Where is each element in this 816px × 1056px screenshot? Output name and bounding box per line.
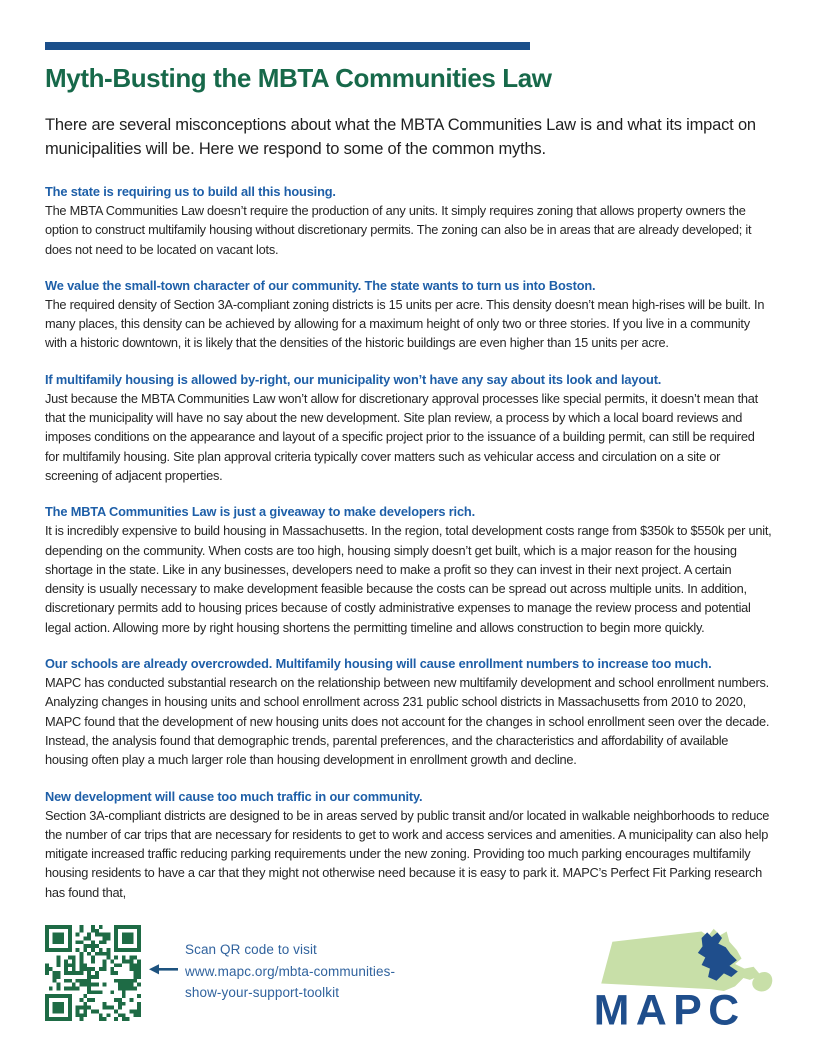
myth-heading: If multifamily housing is allowed by-right, our municipality won’t have any say about its look and layout. bbox=[45, 371, 662, 387]
myth-section bbox=[45, 370, 772, 485]
massachusetts-shape bbox=[601, 929, 772, 992]
myth-heading: Our schools are already overcrowded. Multifamily housing will cause enrollment numbers to increase too much. bbox=[45, 656, 712, 672]
myth-response: It is incredibly expensive to build housing in Massachusetts. In the region, total development costs range from $350k to $550k per unit, depending on the community. When costs are too high, housing simply doesn’t get built, which is a major reason for the housing shortage in the state. Like in any businesses, developers need to make a profit so they can invest in their next project. A certain density is usually necessary to make development feasible because the costs can be spread out across multiple units. In addition, discretionary permits add to housing prices because of costly administrative expenses to manage the review process and potential legal action. Allowing more by right housing shortens the permitting timeline and allows construction to begin more quickly. bbox=[45, 523, 772, 635]
myth-response: The required density of Section 3A-compliant zoning districts is 15 units per acre. This density doesn’t mean high-rises will be built. In many places, this density can be achieved by allowing for a maximum height of only two or three stories. If you live in a community with a historic downtown, it is likely that the densities of the historic buildings are even higher than 15 units per acre. bbox=[45, 296, 765, 351]
accent-bar bbox=[45, 42, 530, 50]
myth-response: Just because the MBTA Communities Law won’t allow for discretionary approval processes like special permits, it doesn’t mean that that the municipality will have no say about the new development. Site plan review, a process by which a local board reviews and imposes conditions on the appearance and layout of a specific project prior to the issuance of a building permit, can still be required for multifamily housing. Site plan approval criteria typically cover matters such as vehicular access and circulation on a site or screening of adjacent properties. bbox=[45, 390, 758, 483]
myth-section bbox=[45, 276, 772, 353]
page-footer bbox=[45, 925, 776, 1043]
qr-caption-line: show-your-support-toolkit bbox=[185, 985, 340, 1000]
myth-response: MAPC has conducted substantial research on the relationship between new multifamily development and school enrollment numbers. Analyzing changes in housing units and school enrollment across 231 public school districts in Massachusetts from 2010 to 2020, MAPC found that the development of new housing units does not account for the changes in school enrollment seen over the decade. Instead, the analysis found that demographic trends, parental preferences, and the characteristics and affordability of available housing often play a much larger role than housing development in enrollment growth and decline. bbox=[45, 675, 770, 768]
intro-paragraph: There are several misconceptions about what the MBTA Communities Law is and what its impact on municipalities will be. Here we respond to some of the common myths. bbox=[45, 116, 756, 158]
left-arrow-icon bbox=[149, 963, 179, 975]
myth-section bbox=[45, 502, 772, 637]
myth-heading: We value the small-town character of our community. The state wants to turn us into Boston. bbox=[45, 277, 596, 293]
mapc-logo bbox=[590, 925, 776, 1043]
myth-section bbox=[45, 787, 772, 902]
qr-caption-line: Scan QR code to visit bbox=[185, 942, 317, 957]
page-title: Myth-Busting the MBTA Communities Law bbox=[45, 63, 552, 93]
myth-response: Section 3A-compliant districts are designed to be in areas served by public transit and/or located in walkable neighborhoods to reduce the number of car trips that are necessary for residents to get to work and access services and amenities. A municipality can also help mitigate increased traffic reducing parking requirements under the new zoning. Providing too much parking encourages multifamily housing residents to have a car that they might not otherwise need because it is easy to park it. MAPC’s Perfect Fit Parking research has found that, bbox=[45, 807, 770, 900]
myth-sections bbox=[45, 182, 772, 902]
myth-heading: The state is requiring us to build all this housing. bbox=[45, 184, 336, 199]
qr-caption-line: www.mapc.org/mbta-communities- bbox=[185, 963, 396, 979]
mapc-wordmark: MAPC bbox=[593, 986, 746, 1035]
myth-section bbox=[45, 182, 772, 259]
myth-response: The MBTA Communities Law doesn’t require the production of any units. It simply requires zoning that allows property owners the option to construct multifamily housing without discretionary permits. The zoning can also be in areas that are already developed; it does not need to be located on vacant lots. bbox=[45, 203, 752, 257]
qr-code bbox=[45, 925, 141, 1021]
myth-heading: New development will cause too much traffic in our community. bbox=[45, 788, 423, 804]
qr-caption bbox=[185, 939, 395, 1004]
myth-heading: The MBTA Communities Law is just a giveaway to make developers rich. bbox=[45, 504, 475, 520]
myth-section bbox=[45, 654, 772, 769]
